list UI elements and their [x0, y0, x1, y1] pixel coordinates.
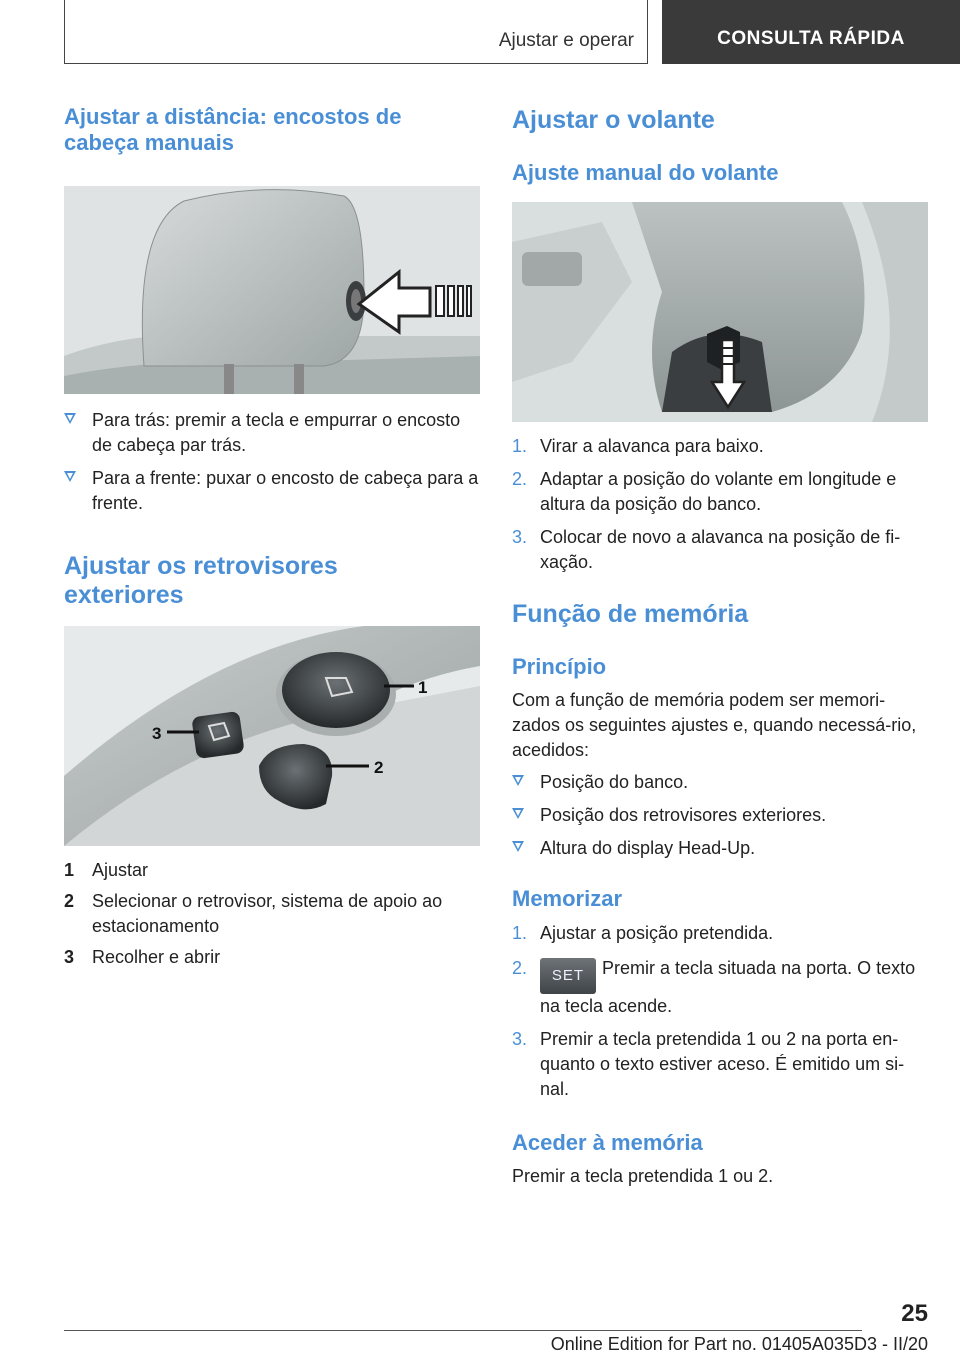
triangle-bullet-icon: [64, 413, 76, 424]
legend-text: Selecionar o retrovisor, sistema de apoio ao estacionamento: [92, 891, 443, 936]
bullet-text: Posição do banco.: [540, 772, 689, 792]
bullet-text: Altura do display Head-Up.: [540, 838, 756, 858]
step-text: Virar a alavanca para baixo.: [540, 436, 764, 456]
chapter-tab-label: CONSULTA RÁPIDA: [717, 28, 905, 49]
legend-number: 1: [64, 860, 75, 880]
step-number: 3.: [512, 1029, 528, 1049]
edition-footer: Online Edition for Part no. 01405A035D3 - II/20: [550, 1334, 928, 1354]
step-text: Premir a tecla pretendida 1 ou 2 na porta en‐quanto o texto estiver aceso. É emitido um si‐nal.: [540, 1029, 905, 1099]
memorize-steps: [512, 921, 930, 1102]
mirrors-legend: [64, 858, 482, 970]
step-text: Adaptar a posição do volante em longitude e altura da posição do banco.: [540, 469, 897, 514]
legend-text: Recolher e abrir: [92, 947, 221, 967]
triangle-bullet-icon: [512, 808, 524, 819]
legend-number: 3: [64, 947, 75, 967]
triangle-bullet-icon: [512, 841, 524, 852]
steering-column-image: [512, 202, 928, 422]
callout-1: 1: [418, 678, 428, 697]
list-item: [512, 1027, 930, 1102]
memory-heading: Função de memória: [512, 600, 749, 628]
list-item: [512, 956, 930, 1019]
legend-number: 2: [64, 891, 75, 911]
list-item: [512, 525, 930, 575]
page-number: 25: [901, 1300, 928, 1327]
headrest-heading: Ajustar a distância: encostos de cabeça manuais: [64, 104, 402, 155]
list-item: [512, 467, 930, 517]
bullet-text: Para trás: premir a tecla e empurrar o encosto de cabeça par trás.: [92, 410, 461, 455]
step-text: Ajustar a posição pretendida.: [540, 923, 774, 943]
step-text: Colocar de novo a alavanca na posição de fi‐xação.: [540, 527, 901, 572]
legend-item: [64, 889, 482, 939]
mirror-controls-image: [64, 626, 480, 846]
list-item: [64, 466, 482, 516]
legend-item: [64, 945, 482, 970]
memorize-heading: Memorizar: [512, 886, 623, 911]
memory-bullets: [512, 770, 930, 861]
callout-3: 3: [152, 724, 162, 743]
triangle-bullet-icon: [64, 471, 76, 482]
step-number: 2.: [512, 469, 528, 489]
callout-2: 2: [374, 758, 384, 777]
legend-item: [64, 858, 482, 883]
set-key-icon: SET: [540, 958, 596, 994]
principle-heading: Princípio: [512, 654, 607, 679]
section-title: Ajustar e operar: [498, 30, 634, 51]
list-item: [512, 803, 930, 828]
list-item: [512, 434, 930, 459]
legend-text: Ajustar: [92, 860, 149, 880]
list-item: [512, 836, 930, 861]
step-number: 1.: [512, 923, 528, 943]
access-heading: Aceder à memória: [512, 1130, 703, 1155]
step-number: 2.: [512, 958, 528, 978]
step-number: 1.: [512, 436, 528, 456]
footer-divider: [64, 1330, 862, 1331]
headrest-image: [64, 186, 480, 394]
bullet-text: Para a frente: puxar o encosto de cabeça para a frente.: [92, 468, 479, 513]
list-item: [64, 408, 482, 458]
step-text: Premir a tecla situada na porta. O texto na tecla acende.: [540, 958, 916, 1016]
steering-subheading: Ajuste manual do volante: [512, 160, 779, 185]
mirrors-heading: Ajustar os retrovisores exteriores: [64, 552, 338, 609]
step-number: 3.: [512, 527, 528, 547]
bullet-text: Posição dos retrovisores exteriores.: [540, 805, 827, 825]
list-item: [512, 770, 930, 795]
list-item: [512, 921, 930, 946]
principle-text: Com a função de memória podem ser memori‐zados os seguintes ajustes e, quando necessá‐rio, acedidos:: [512, 690, 917, 760]
steering-steps: [512, 434, 930, 575]
access-text: Premir a tecla pretendida 1 ou 2.: [512, 1166, 774, 1186]
triangle-bullet-icon: [512, 775, 524, 786]
steering-heading: Ajustar o volante: [512, 106, 715, 134]
headrest-bullets: [64, 408, 482, 516]
chapter-tab[interactable]: [662, 0, 960, 64]
